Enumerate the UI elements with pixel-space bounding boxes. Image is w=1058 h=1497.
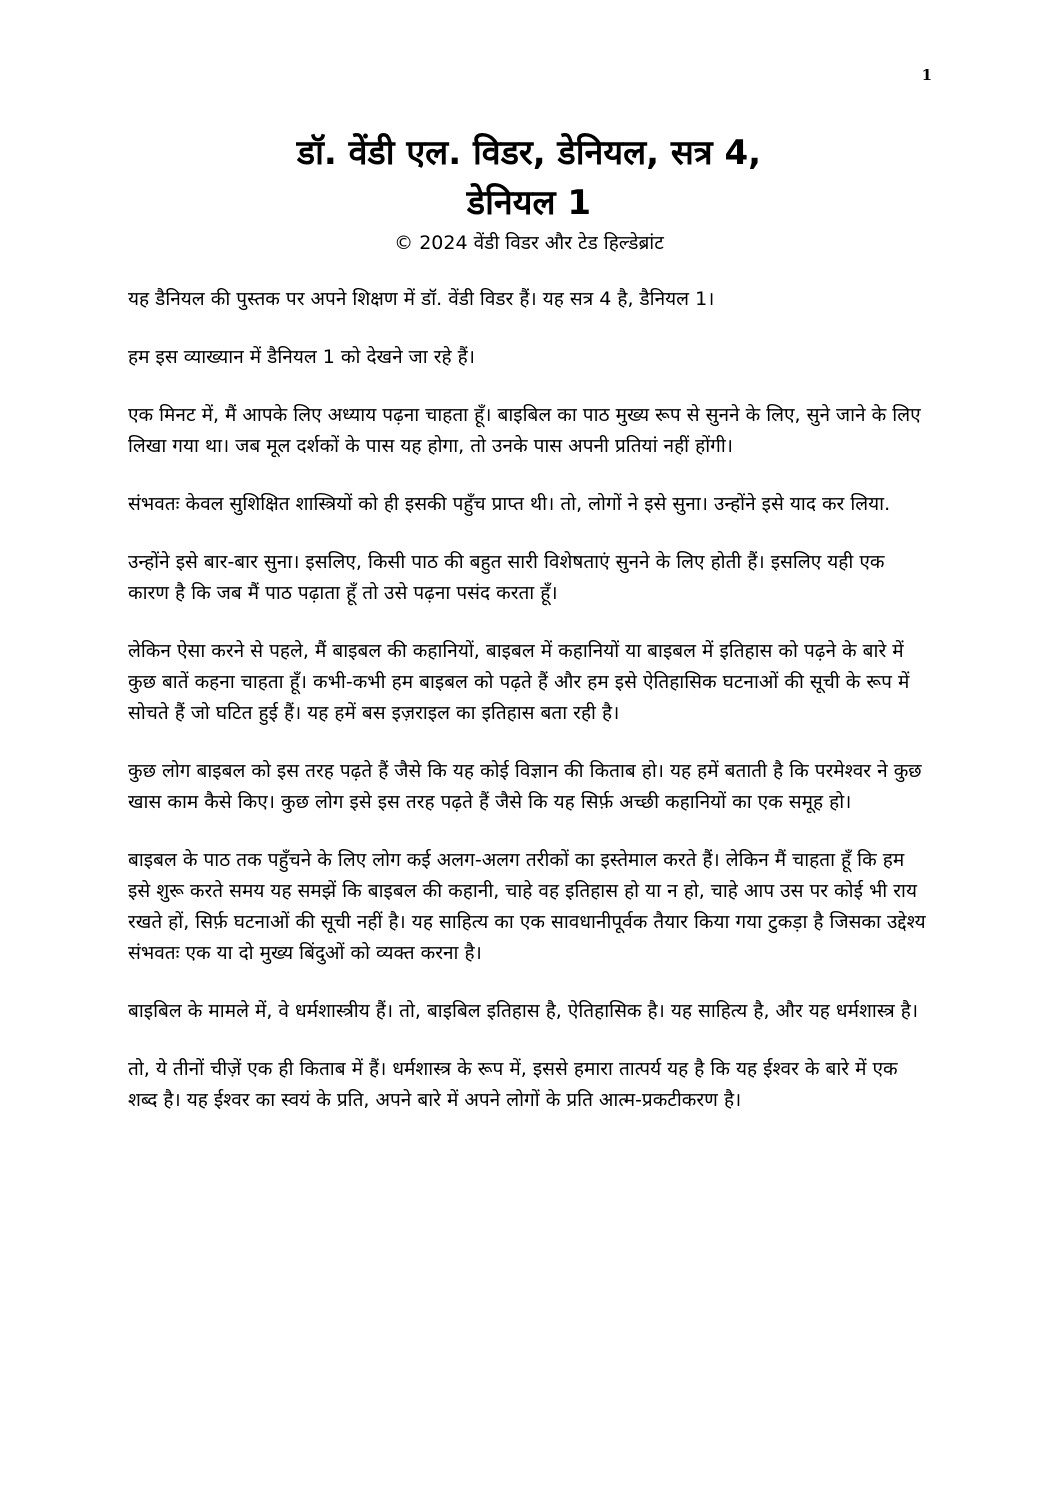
copyright-line: © 2024 वेंडी विडर और टेड हिल्डेब्रांट [394, 232, 664, 254]
title-line-2: डेनियल 1 [466, 183, 592, 223]
paragraph: संभवतः केवल सुशिक्षित शास्त्रियों को ही इसकी पहुँच प्राप्त थी। तो, लोगों ने इसे सुना। उन्होंने इसे याद कर लिया. [128, 493, 891, 515]
document-body [128, 284, 928, 1143]
paragraph: हम इस व्याख्यान में डैनियल 1 को देखने जा रहे हैं। [128, 346, 475, 368]
paragraph: बाइबल के पाठ तक पहुँचने के लिए लोग कई अलग-अलग तरीकों का इस्तेमाल करते हैं। लेकिन मैं चाहता हूँ कि हम इसे शुरू करते समय यह समझें कि बाइबल की कहानी, चाहे वह इतिहास हो या न हो, चाहे आप उस पर कोई भी राय रखते हों, सिर्फ़ घटनाओं की सूची नहीं है। यह साहित्य का एक सावधानीपूर्वक तैयार किया गया टुकड़ा है जिसका उद्देश्य संभवतः एक या दो मुख्य बिंदुओं को व्यक्त करना है। [128, 849, 926, 964]
paragraph: कुछ लोग बाइबल को इस तरह पढ़ते हैं जैसे कि यह कोई विज्ञान की किताब हो। यह हमें बताती है कि परमेश्वर ने कुछ खास काम कैसे किए। कुछ लोग इसे इस तरह पढ़ते हैं जैसे कि यह सिर्फ़ अच्छी कहानियों का एक समूह हो। [128, 760, 922, 813]
document-header [0, 128, 1058, 256]
document-title [0, 128, 1058, 228]
paragraph: बाइबिल के मामले में, वे धर्मशास्त्रीय हैं। तो, बाइबिल इतिहास है, ऐतिहासिक है। यह साहित्य है, और यह धर्मशास्त्र है। [128, 1000, 919, 1022]
paragraph: उन्होंने इसे बार-बार सुना। इसलिए, किसी पाठ की बहुत सारी विशेषताएं सुनने के लिए होती हैं। इसलिए यही एक कारण है कि जब मैं पाठ पढ़ाता हूँ तो उसे पढ़ना पसंद करता हूँ। [128, 551, 885, 604]
paragraph: यह डैनियल की पुस्तक पर अपने शिक्षण में डॉ. वेंडी विडर हैं। यह सत्र 4 है, डैनियल 1। [128, 288, 715, 310]
title-line-1: डॉ. वेंडी एल. विडर, डेनियल, सत्र 4, [296, 133, 762, 173]
paragraph: एक मिनट में, मैं आपके लिए अध्याय पढ़ना चाहता हूँ। बाइबिल का पाठ मुख्य रूप से सुनने के लिए, सुने जाने के लिए लिखा गया था। जब मूल दर्शकों के पास यह होगा, तो उनके पास अपनी प्रतियां नहीं होंगी। [128, 404, 921, 457]
paragraph: तो, ये तीनों चीज़ें एक ही किताब में हैं। धर्मशास्त्र के रूप में, इससे हमारा तात्पर्य यह है कि यह ईश्वर के बारे में एक शब्द है। यह ईश्वर का स्वयं के प्रति, अपने बारे में अपने लोगों के प्रति आत्म-प्रकटीकरण है। [128, 1058, 898, 1111]
paragraph: लेकिन ऐसा करने से पहले, मैं बाइबल की कहानियों, बाइबल में कहानियों या बाइबल में इतिहास को पढ़ने के बारे में कुछ बातें कहना चाहता हूँ। कभी-कभी हम बाइबल को पढ़ते हैं और हम इसे ऐतिहासिक घटनाओं की सूची के रूप में सोचते हैं जो घटित हुई हैं। यह हमें बस इज़राइल का इतिहास बता रही है। [128, 640, 910, 724]
page-number: 1 [921, 66, 932, 84]
